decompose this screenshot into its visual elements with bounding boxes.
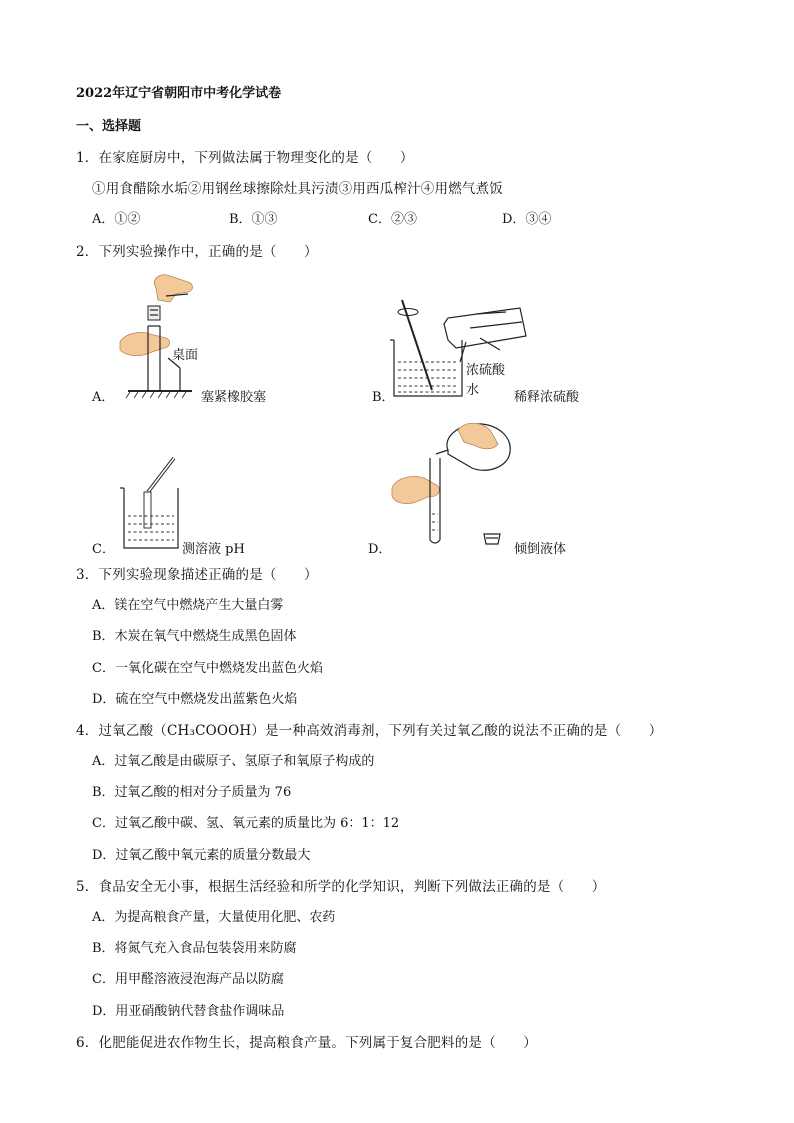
figure-a-caption: 塞紧橡胶塞 — [201, 390, 267, 405]
question-1-statements: ①用食醋除水垢②用钢丝球擦除灶具污渍③用西瓜榨汁④用燃气煮饭 — [92, 181, 503, 197]
question-4-option-b: B．过氧乙酸的相对分子质量为 76 — [92, 785, 292, 800]
question-6-stem: 6．化肥能促进农作物生长，提高粮食产量。下列属于复合肥料的是（ ） — [76, 1035, 537, 1051]
figure-b-letter: B． — [372, 390, 395, 405]
figure-b-label-water: 水 — [466, 383, 480, 398]
figure-measure-ph — [110, 452, 190, 552]
question-3-option-c: C．一氧化碳在空气中燃烧发出蓝色火焰 — [92, 661, 323, 676]
question-1-stem: 1．在家庭厨房中，下列做法属于物理变化的是（ ） — [76, 150, 414, 166]
question-1-option-d: D．③④ — [502, 212, 552, 227]
figure-a-label-desk: 桌面 — [172, 348, 199, 363]
question-5-option-c: C．用甲醛溶液浸泡海产品以防腐 — [92, 972, 284, 987]
question-3-option-a: A．镁在空气中燃烧产生大量白雾 — [92, 598, 284, 613]
figure-c-letter: C． — [92, 542, 115, 557]
figure-pour-liquid — [386, 410, 526, 550]
question-4-option-c: C．过氧乙酸中碳、氢、氧元素的质量比为 6：1：12 — [92, 816, 400, 831]
figure-d-caption: 倾倒液体 — [514, 542, 567, 557]
question-1-option-b: B．①③ — [229, 212, 278, 227]
question-3-stem: 3．下列实验现象描述正确的是（ ） — [76, 567, 318, 583]
question-4-option-a: A．过氧乙酸是由碳原子、氢原子和氧原子构成的 — [92, 754, 375, 769]
figure-a-letter: A． — [92, 390, 115, 405]
question-4-option-d: D．过氧乙酸中氧元素的质量分数最大 — [92, 848, 311, 863]
question-5-option-a: A．为提高粮食产量，大量使用化肥、农药 — [92, 910, 336, 925]
figure-c-caption: 测溶液 pH — [182, 542, 245, 557]
question-1-option-c: C．②③ — [368, 212, 417, 227]
question-5-stem: 5．食品安全无小事，根据生活经验和所学的化学知识，判断下列做法正确的是（ ） — [76, 879, 606, 895]
question-3-option-b: B．木炭在氧气中燃烧生成黑色固体 — [92, 629, 297, 644]
question-3-option-d: D．硫在空气中燃烧发出蓝紫色火焰 — [92, 692, 298, 707]
question-2-stem: 2．下列实验操作中，正确的是（ ） — [76, 244, 318, 260]
exam-title: 2022年辽宁省朝阳市中考化学试卷 — [76, 86, 282, 101]
question-5-option-d: D．用亚硝酸钠代替食盐作调味品 — [92, 1004, 285, 1019]
figure-b-caption: 稀释浓硫酸 — [514, 390, 580, 405]
section-heading: 一、选择题 — [76, 119, 142, 134]
figure-d-letter: D． — [368, 542, 392, 557]
question-4-stem: 4．过氧乙酸（CH₃COOOH）是一种高效消毒剂，下列有关过氧乙酸的说法不正确的是（ ） — [76, 723, 663, 739]
question-1-option-a: A．①② — [92, 212, 141, 227]
question-5-option-b: B．将氮气充入食品包装袋用来防腐 — [92, 941, 297, 956]
figure-b-label-acid: 浓硫酸 — [466, 363, 506, 378]
